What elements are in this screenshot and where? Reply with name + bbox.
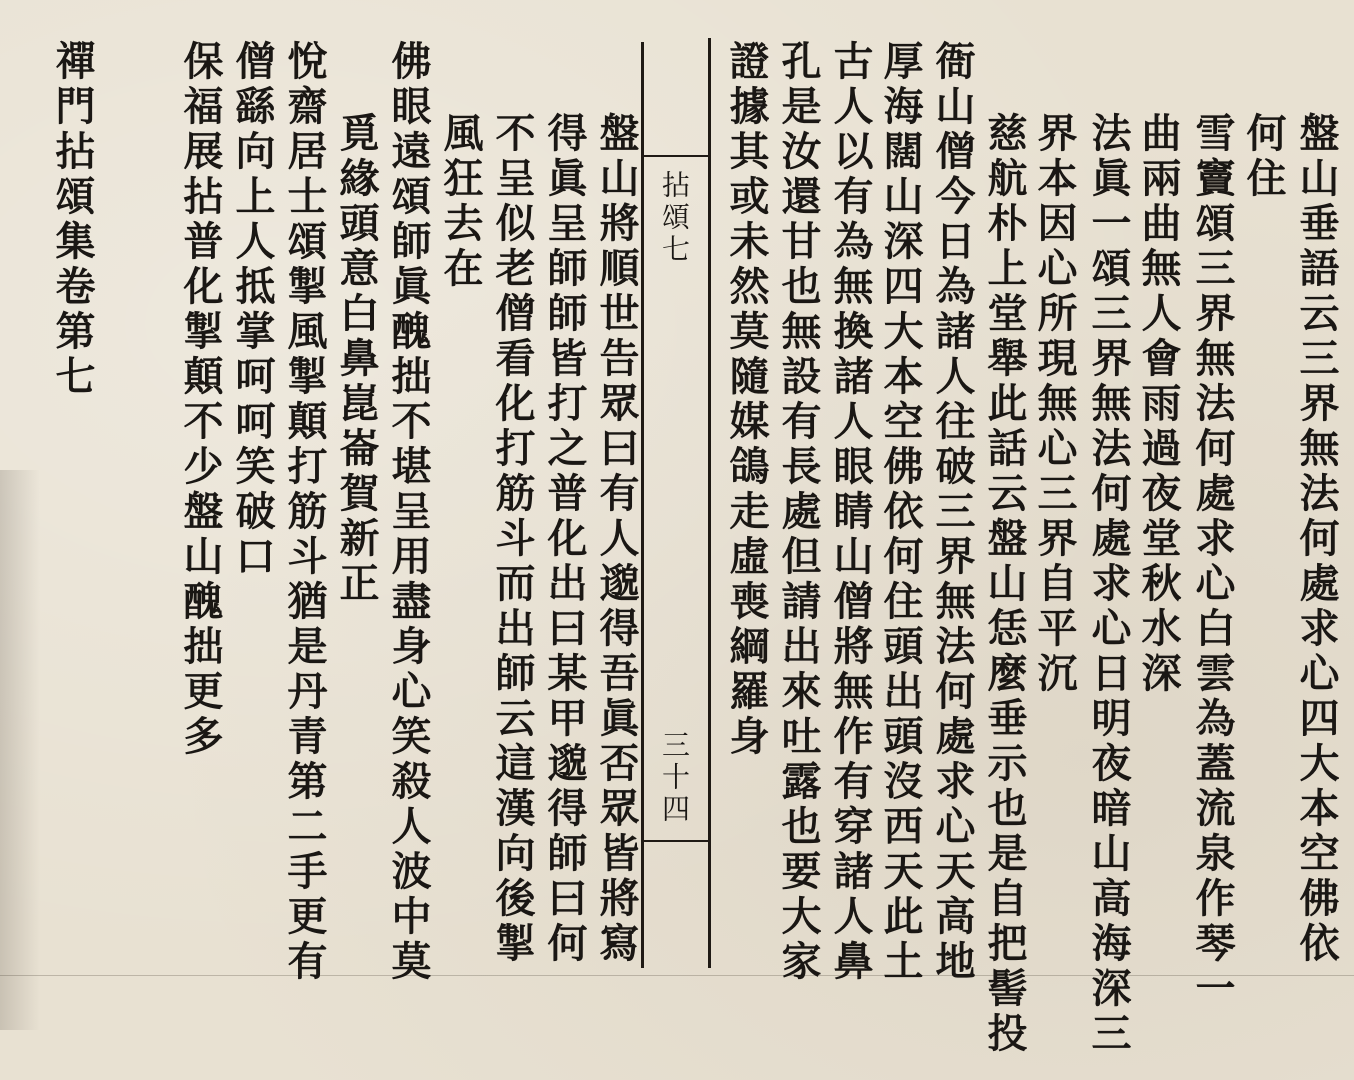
right-text-column-6: 界本因心所現無心三界自平沉	[1031, 112, 1078, 697]
left-text-column-9: 保福展拈普化掣顛不少盤山醜拙更多	[177, 40, 224, 760]
margin-title: 拈頌七	[658, 170, 691, 266]
volume-title-column: 禪門拈頌集卷第七	[49, 40, 96, 400]
right-text-column-1: 盤山垂語云三界無法何處求心四大本空佛依	[1293, 112, 1340, 967]
right-text-column-5: 法眞一頌三界無法何處求心日明夜暗山高海深三	[1085, 112, 1132, 1057]
margin-slot-bottom	[644, 840, 708, 842]
margin-rule-outer	[708, 38, 711, 968]
left-text-column-8: 僧繇向上人抵掌呵呵笑破口	[229, 40, 276, 580]
left-text-column-3: 不呈似老僧看化打筋斗而出師云這漢向後掣	[489, 112, 536, 967]
right-text-column-12: 證據其或未然莫隨媒鴿走虛喪綱羅身	[723, 40, 770, 760]
right-text-column-10: 古人以有為無換諸人眼睛山僧將無作有穿諸人鼻	[827, 40, 874, 985]
margin-slot-top	[644, 155, 708, 157]
left-text-column-4: 風狂去在	[437, 112, 484, 292]
right-text-column-11: 孔是汝還甘也無設有長處但請出來吐露也要大家	[775, 40, 822, 985]
binding-shadow	[0, 470, 40, 1030]
right-text-column-4: 曲兩曲無人會雨過夜堂秋水深	[1135, 112, 1182, 697]
margin-rule-inner	[641, 42, 644, 968]
right-text-column-8: 衙山僧今日為諸人往破三界無法何處求心天高地	[929, 40, 976, 985]
left-text-column-7: 悅齋居士頌掣風掣顛打筋斗猶是丹青第二手更有	[281, 40, 328, 985]
left-text-column-5: 佛眼遠頌師眞醜拙不堪呈用盡身心笑殺人波中莫	[385, 40, 432, 985]
left-text-column-2: 得眞呈師師皆打之普化出曰某甲邈得師曰何	[541, 112, 588, 967]
margin-page-number: 三十四	[658, 730, 691, 826]
left-text-column-6: 覓緣頭意白鼻崑崙賀新正	[333, 112, 380, 607]
right-text-column-7: 慈航朴上堂舉此話云盤山恁麼垂示也是自把髻投	[981, 112, 1028, 1057]
right-text-column-2: 何住	[1240, 112, 1287, 202]
page-edge-line	[0, 975, 1354, 976]
left-text-column-1: 盤山將順世告眾曰有人邈得吾眞否眾皆將寫	[593, 112, 640, 967]
right-text-column-9: 厚海闊山深四大本空佛依何住頭出頭沒西天此土	[877, 40, 924, 985]
right-text-column-3: 雪竇頌三界無法何處求心白雲為蓋流泉作琴一	[1189, 112, 1236, 1012]
